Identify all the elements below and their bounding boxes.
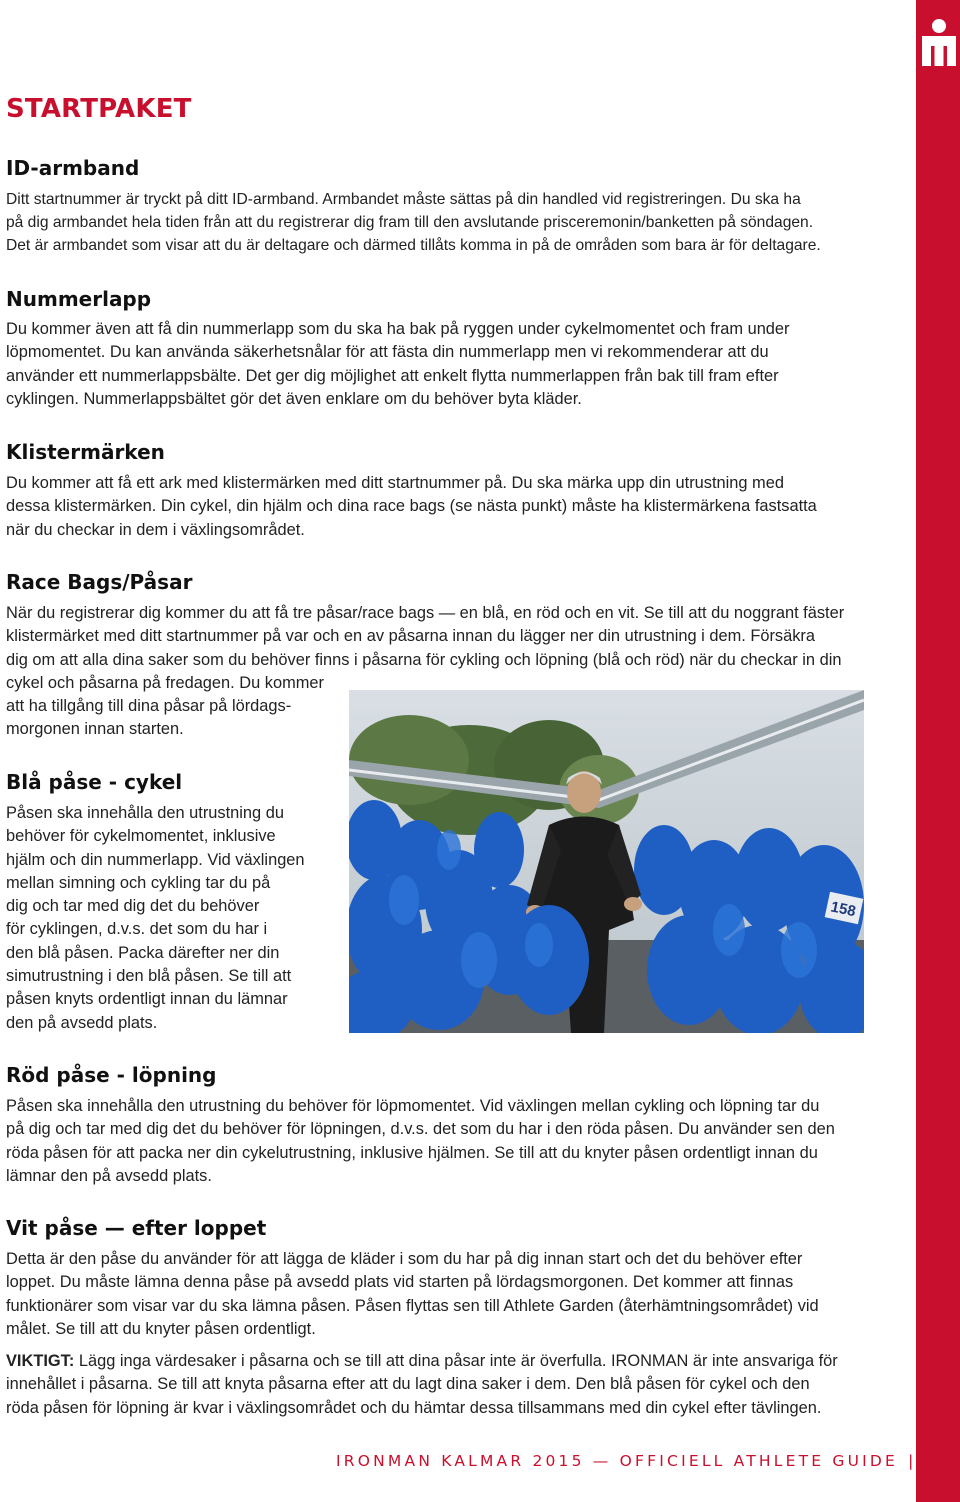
text-line: att ha tillgång till dina påsar på lördags-: [6, 697, 292, 716]
text-line: mellan simning och cykling tar du på: [6, 873, 271, 892]
section-body-bla-pase: [6, 802, 305, 1035]
text-line: lämnar den på avsedd plats.: [6, 1166, 212, 1185]
section-heading-bla-pase: Blå påse - cykel: [6, 770, 183, 794]
text-line: röda påsen för löpning är kvar i växlingsområdet och du hämtar dessa tillsammans med din cykel efter tävlingen.: [6, 1398, 822, 1417]
ironman-logo-icon: [920, 18, 958, 70]
bag-number-label: 158: [829, 898, 858, 921]
section-body-klistermarken: [6, 472, 817, 542]
text-line: dig och tar med dig det du behöver: [6, 897, 260, 916]
section-body-vit-pase: [6, 1248, 819, 1341]
text-line: på dig och tar med dig det du behöver för löpningen, d.v.s. det som du har i den röda påsen. Du använder sen den: [6, 1120, 835, 1139]
footer-title: IRONMAN KALMAR 2015 — OFFICIELL ATHLETE GUIDE: [336, 1452, 899, 1470]
text-line: loppet. Du måste lämna denna påse på avsedd plats vid starten på lördagsmorgonen. Det kommer att finnas: [6, 1273, 794, 1292]
important-label: VIKTIGT:: [6, 1352, 75, 1370]
text-line: målet. Se till att du knyter påsen ordentligt.: [6, 1319, 316, 1338]
text-line: dessa klistermärken. Din cykel, din hjälm och dina race bags (se nästa punkt) måste ha klistermärkena fastsatta: [6, 497, 817, 516]
text-line: den blå påsen. Packa därefter ner din: [6, 943, 280, 962]
section-body-id-armband: [6, 188, 906, 258]
text-line: [6, 1350, 838, 1373]
footer-separator: |: [908, 1452, 917, 1470]
text-line: morgonen innan starten.: [6, 720, 184, 739]
section-body-rod-pase: [6, 1095, 835, 1188]
text-line: funktionärer som visar var du ska lämna påsen. Påsen flyttas sen till Athlete Garden (återhämtningsområdet) vid: [6, 1296, 819, 1315]
text-line: röda påsen för att packa ner din cykelutrustning, inklusive hjälmen. Se till att du knyter påsen ordentligt innan du: [6, 1143, 818, 1162]
text-line: när du checkar in dem i växlingsområdet.: [6, 520, 305, 539]
page-footer: [336, 1452, 938, 1470]
page-number: 9: [926, 1452, 938, 1470]
text-line: Påsen ska innehålla den utrustning du: [6, 804, 284, 822]
text-line: på dig armbandet hela tiden från att du registrerar dig fram till den avslutande prisceremonin/banketten på söndagen.: [6, 214, 814, 232]
text-line: Du kommer att få ett ark med klistermärken med ditt startnummer på. Du ska märka upp din utrustning med: [6, 474, 784, 492]
side-accent-bar: [916, 0, 960, 1502]
important-text: Lägg inga värdesaker i påsarna och se till att dina påsar inte är överfulla. IRONMAN är inte ansvariga för: [74, 1352, 838, 1370]
text-line: När du registrerar dig kommer du att få tre påsar/race bags — en blå, en röd och en vit. Se till att du noggrant fäster: [6, 604, 845, 622]
text-line: löpmomentet. Du kan använda säkerhetsnålar för att fästa din nummerlapp men vi rekommenderar att du: [6, 343, 769, 362]
text-line: hjälm och din nummerlapp. Vid växlingen: [6, 850, 305, 869]
race-bags-photo: [349, 690, 864, 1033]
text-line: klistermärket med ditt startnummer på var och en av påsarna innan du lägger ner din utrustning i dem. Försäkra: [6, 627, 815, 646]
section-heading-id-armband: ID-armband: [6, 156, 140, 180]
text-line: Påsen ska innehålla den utrustning du behöver för löpmomentet. Vid växlingen mellan cykling och löpning tar du: [6, 1097, 820, 1115]
section-heading-klistermarken: Klistermärken: [6, 440, 165, 464]
text-line: Du kommer även att få din nummerlapp som du ska ha bak på ryggen under cykelmomentet och fram under: [6, 320, 790, 338]
important-notice: [6, 1350, 838, 1420]
section-heading-nummerlapp: Nummerlapp: [6, 287, 152, 311]
text-line: behöver för cykelmomentet, inklusive: [6, 827, 276, 846]
text-line: Det är armbandet som visar att du är deltagare och därmed tillåts komma in på de områden som bara är för deltagare.: [6, 237, 821, 255]
text-line: använder ett nummerlappsbälte. Det ger dig möjlighet att enkelt flytta nummerlappen från bak till fram efter: [6, 366, 779, 385]
section-heading-vit-pase: Vit påse — efter loppet: [6, 1216, 267, 1240]
page-title: STARTPAKET: [6, 94, 192, 124]
section-body-nummerlapp: [6, 318, 790, 411]
section-heading-rod-pase: Röd påse - löpning: [6, 1063, 217, 1087]
text-line: innehållet i påsarna. Se till att knyta påsarna efter att du lagt dina saker i dem. Den blå påsen för cykel och den: [6, 1375, 810, 1394]
text-line: Detta är den påse du använder för att lägga de kläder i som du har på dig innan start och det du behöver efter: [6, 1250, 803, 1268]
section-heading-race-bags: Race Bags/Påsar: [6, 570, 193, 594]
text-line: simutrustning i den blå påsen. Se till att: [6, 967, 292, 986]
text-line: dig om att alla dina saker som du behöver finns i påsarna för cykling och löpning (blå och röd) när du checkar in din: [6, 650, 842, 669]
text-line: cykel och påsarna på fredagen. Du kommer: [6, 673, 324, 692]
text-line: cyklingen. Nummerlappsbältet gör det även enklare om du behöver byta kläder.: [6, 389, 582, 408]
text-line: påsen knyts ordentligt innan du lämnar: [6, 990, 288, 1009]
text-line: den på avsedd plats.: [6, 1013, 158, 1032]
text-line: Ditt startnummer är tryckt på ditt ID-armband. Armbandet måste sättas på din handled vid registreringen. Du ska ha: [6, 191, 801, 208]
text-line: för cyklingen, d.v.s. det som du har i: [6, 920, 268, 939]
